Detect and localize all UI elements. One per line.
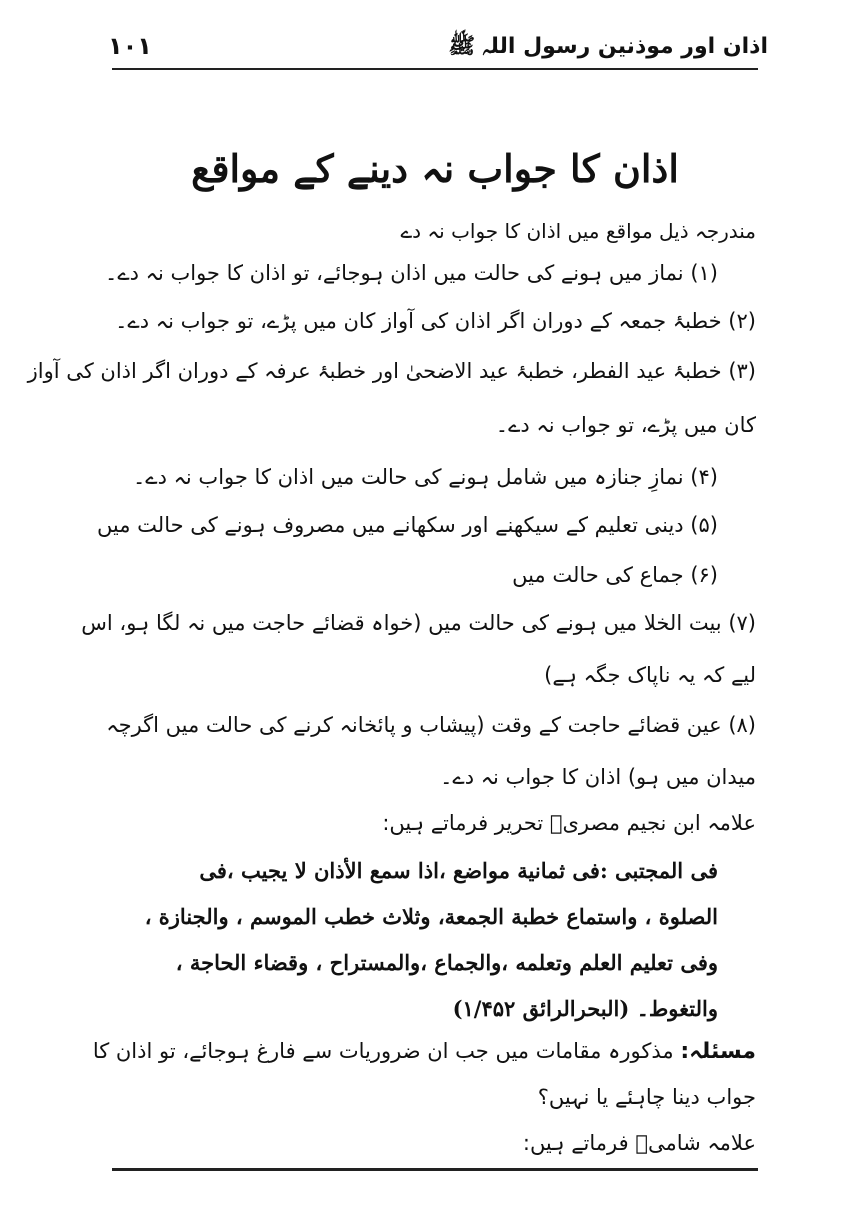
arabic-quote-line-4: والتغوط۔ (البحرالرائق ۱/۴۵۲) (452, 996, 718, 1021)
citation-intro: علامہ ابن نجیم مصریؒ تحریر فرماتے ہیں: (382, 811, 756, 835)
list-item-8: (۸) عین قضائے حاجت کے وقت (پیشاب و پائخانہ کرنے کی حالت میں اگرچہ (106, 713, 756, 737)
arabic-quote-line-3: وفی تعلیم العلم وتعلمه ،والجماع ،والمستراح ، وقضاء الحاجة ، (175, 950, 718, 975)
footer-rule (112, 1168, 758, 1171)
list-item-7: (۷) بیت الخلا میں ہونے کی حالت میں (خواہ قضائے حاجت میں نہ لگا ہو، اس (81, 611, 756, 635)
running-header-title: اذان اور موذنین رسول اللہ ﷺ (448, 34, 768, 59)
list-item-5: (۵) دینی تعلیم کے سیکھنے اور سکھانے میں مصروف ہونے کی حالت میں (96, 513, 718, 537)
list-item-7-cont: لیے کہ یہ ناپاک جگہ ہے) (544, 663, 756, 687)
list-item-3-cont: کان میں پڑے، تو جواب نہ دے۔ (495, 413, 756, 437)
masala-label: مسئلہ: (680, 1039, 756, 1064)
list-item-2: (۲) خطبۂ جمعہ کے دوران اگر اذان کی آواز کان میں پڑے، تو جواب نہ دے۔ (115, 309, 756, 333)
masala-line-2: جواب دینا چاہئے یا نہیں؟ (537, 1085, 756, 1109)
arabic-quote-line-1: فی المجتبی :فی ثمانیة مواضع ،اذا سمع الأذان لا یجیب ،فی (199, 858, 718, 883)
list-item-1: (۱) نماز میں ہونے کی حالت میں اذان ہوجائے، تو اذان کا جواب نہ دے۔ (105, 261, 718, 285)
page-number: ۱۰۱ (108, 32, 152, 60)
intro-line: مندرجہ ذیل مواقع میں اذان کا جواب نہ دے (400, 219, 756, 243)
list-item-4: (۴) نمازِ جنازہ میں شامل ہونے کی حالت میں اذان کا جواب نہ دے۔ (132, 465, 718, 489)
arabic-quote-line-2: الصلوة ، واستماع خطبة الجمعة، وثلاث خطب الموسم ، والجنازة ، (144, 904, 718, 929)
masala-text-1: مذکورہ مقامات میں جب ان ضروریات سے فارغ ہوجائے، تو اذان کا (92, 1039, 674, 1063)
masala-line-1 (93, 1036, 756, 1067)
header-rule (112, 68, 758, 70)
list-item-3: (۳) خطبۂ عید الفطر، خطبۂ عید الاضحیٰ اور خطبۂ عرفہ کے دوران اگر اذان کی آواز (27, 359, 756, 383)
list-item-8-cont: میدان میں ہو) اذان کا جواب نہ دے۔ (440, 765, 756, 789)
section-heading: اذان کا جواب نہ دینے کے مواقع (191, 146, 679, 191)
list-item-6: (۶) جماع کی حالت میں (512, 563, 718, 587)
closing-line: علامہ شامیؒ فرماتے ہیں: (522, 1131, 756, 1155)
